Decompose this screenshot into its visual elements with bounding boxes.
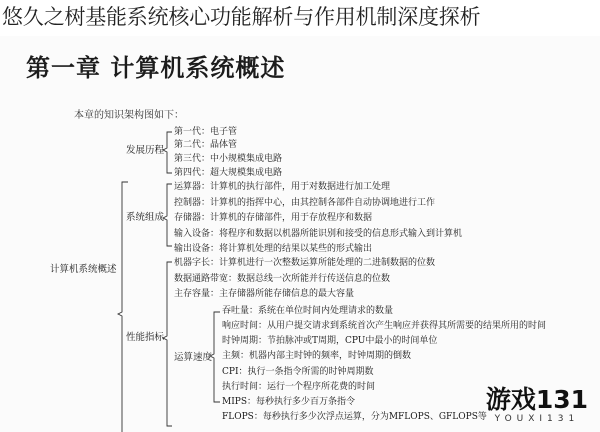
branch-components: 系统组成 [126, 212, 165, 223]
list-item: 主存容量：主存储器所能存储信息的最大容量 [174, 289, 355, 299]
document-image [0, 36, 600, 432]
list-item: 存储器：计算机的存储部件，用于存放程序和数据 [174, 213, 373, 223]
list-item: 第三代：中小规模集成电路 [174, 154, 283, 164]
list-item: 第四代：超大规模集成电路 [174, 168, 283, 178]
branch-history: 发展历程 [126, 145, 165, 156]
watermark-logo [486, 386, 588, 424]
list-item: 响应时间：从用户提交请求到系统首次产生响应并获得其所需要的结果所用的时间 [222, 321, 547, 331]
root-node: 计算机系统概述 [50, 264, 117, 275]
list-item: 机器字长：计算机进行一次整数运算所能处理的二进制数据的位数 [174, 258, 436, 268]
branch-performance: 性能指标 [126, 332, 165, 343]
list-item: FLOPS：每秒执行多少次浮点运算，分为MFLOPS、GFLOPS等 [222, 412, 487, 422]
list-item: 数据通路带宽：数据总线一次所能并行传送信息的位数 [174, 274, 391, 284]
chapter-heading: 第一章 计算机系统概述 [26, 54, 286, 82]
intro-text: 本章的知识架构图如下： [74, 110, 184, 121]
list-item: 执行时间：运行一个程序所花费的时间 [222, 382, 376, 392]
list-item: 时钟周期：节拍脉冲或T周期，CPU中最小的时间单位 [222, 336, 438, 346]
list-item: 第一代：电子管 [174, 127, 238, 137]
watermark-subtext: YOUXI131 [494, 414, 580, 424]
list-item: 吞吐量：系统在单位时间内处理请求的数量 [222, 306, 394, 316]
list-item: 主频：机器内部主时钟的频率，时钟周期的倒数 [222, 351, 412, 361]
list-item: 第二代：晶体管 [174, 140, 238, 150]
list-item: 输入设备：将程序和数据以机器所能识别和接受的信息形式输入到计算机 [174, 229, 463, 239]
list-item: MIPS：每秒执行多少百万条指令 [222, 397, 355, 407]
watermark-text: 游戏131 [485, 385, 588, 414]
list-item: 输出设备：将计算机处理的结果以某些的形式输出 [174, 244, 373, 254]
branch-speed: 运算速度 [174, 352, 213, 363]
list-item: CPI：执行一条指令所需的时钟周期数 [222, 367, 374, 377]
page-title: 悠久之树基能系统核心功能解析与作用机制深度探析 [2, 5, 481, 29]
list-item: 运算器：计算机的执行部件，用于对数据进行加工处理 [174, 182, 391, 192]
list-item: 控制器：计算机的指挥中心，由其控制各部件自动协调地进行工作 [174, 198, 436, 208]
